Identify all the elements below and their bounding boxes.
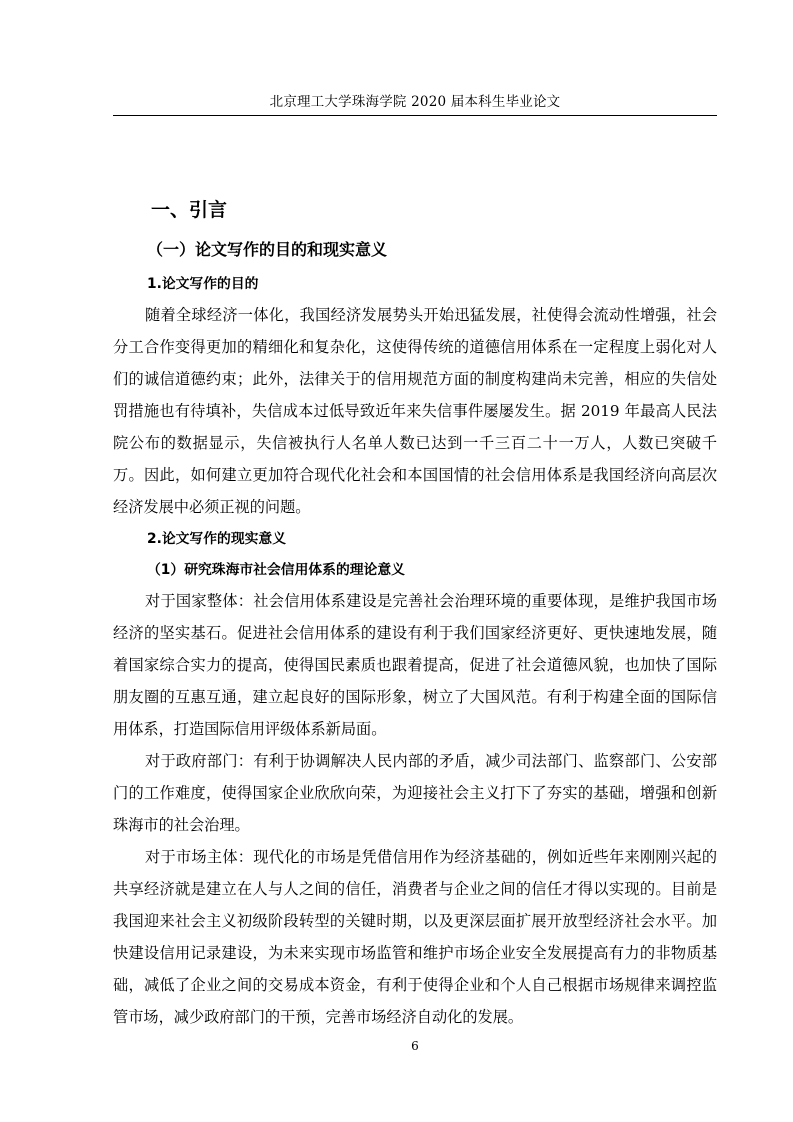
subsection-title: （一）论文写作的目的和现实意义 xyxy=(147,240,388,259)
heading-significance: 2.论文写作的现实意义 xyxy=(147,531,287,547)
page-body xyxy=(113,192,717,1033)
paragraph-market: 对于市场主体：现代化的市场是凭借信用作为经济基础的，例如近些年来刚刚兴起的共享经济就是建立在人与人之间的信任，消费者与企业之间的信任才得以实现的。目前是我国迎来社会主义初级阶段转型的关键时期，以及更深层面扩展开放型经济社会水平。加快建设信用记录建设，为未来实现市场监管和维护市场企业安全发展提高有力的非物质基础，减低了企业之间的交易成本资金，有利于使得企业和个人自己根据市场规律来调控监管市场，减少政府部门的干预，完善市场经济自动化的发展。 xyxy=(113,848,717,1026)
heading-theoretical-significance: （1）研究珠海市社会信用体系的理论意义 xyxy=(147,562,405,578)
paragraph-purpose: 随着全球经济一体化，我国经济发展势头开始迅猛发展，社使得会流动性增强，社会分工合作变得更加的精细化和复杂化，这使得传统的道德信用体系在一定程度上弱化对人们的诚信道德约束；此外，法律关于的信用规范方面的制度构建尚未完善，相应的失信处罚措施也有待填补，失信成本过低导致近年来失信事件屡屡发生。据 2019 年最高人民法院公布的数据显示，失信被执行人名单人数已达到一千三百二十一万人，人数已突破千万。因此，如何建立更加符合现代化社会和本国国情的社会信用体系是我国经济向高层次经济发展中必须正视的问题。 xyxy=(113,306,717,516)
section-title: 一、引言 xyxy=(151,199,228,221)
paragraph-national: 对于国家整体：社会信用体系建设是完善社会治理环境的重要体现，是维护我国市场经济的坚实基石。促进社会信用体系的建设有利于我们国家经济更好、更快速地发展，随着国家综合实力的提高，使得国民素质也跟着提高，促进了社会道德风貌，也加快了国际朋友圈的互惠互通，建立起良好的国际形象，树立了大国风范。有利于构建全面的国际信用体系，打造国际信用评级体系新局面。 xyxy=(113,592,717,738)
header-rule xyxy=(113,115,717,116)
page-number: 6 xyxy=(411,1039,419,1053)
running-header: 北京理工大学珠海学院 2020 届本科生毕业论文 xyxy=(269,94,561,110)
heading-purpose: 1.论文写作的目的 xyxy=(147,276,259,292)
paragraph-government: 对于政府部门：有利于协调解决人民内部的矛盾，减少司法部门、监察部门、公安部门的工作难度，使得国家企业欣欣向荣，为迎接社会主义打下了夯实的基础，增强和创新珠海市的社会治理。 xyxy=(113,752,717,834)
